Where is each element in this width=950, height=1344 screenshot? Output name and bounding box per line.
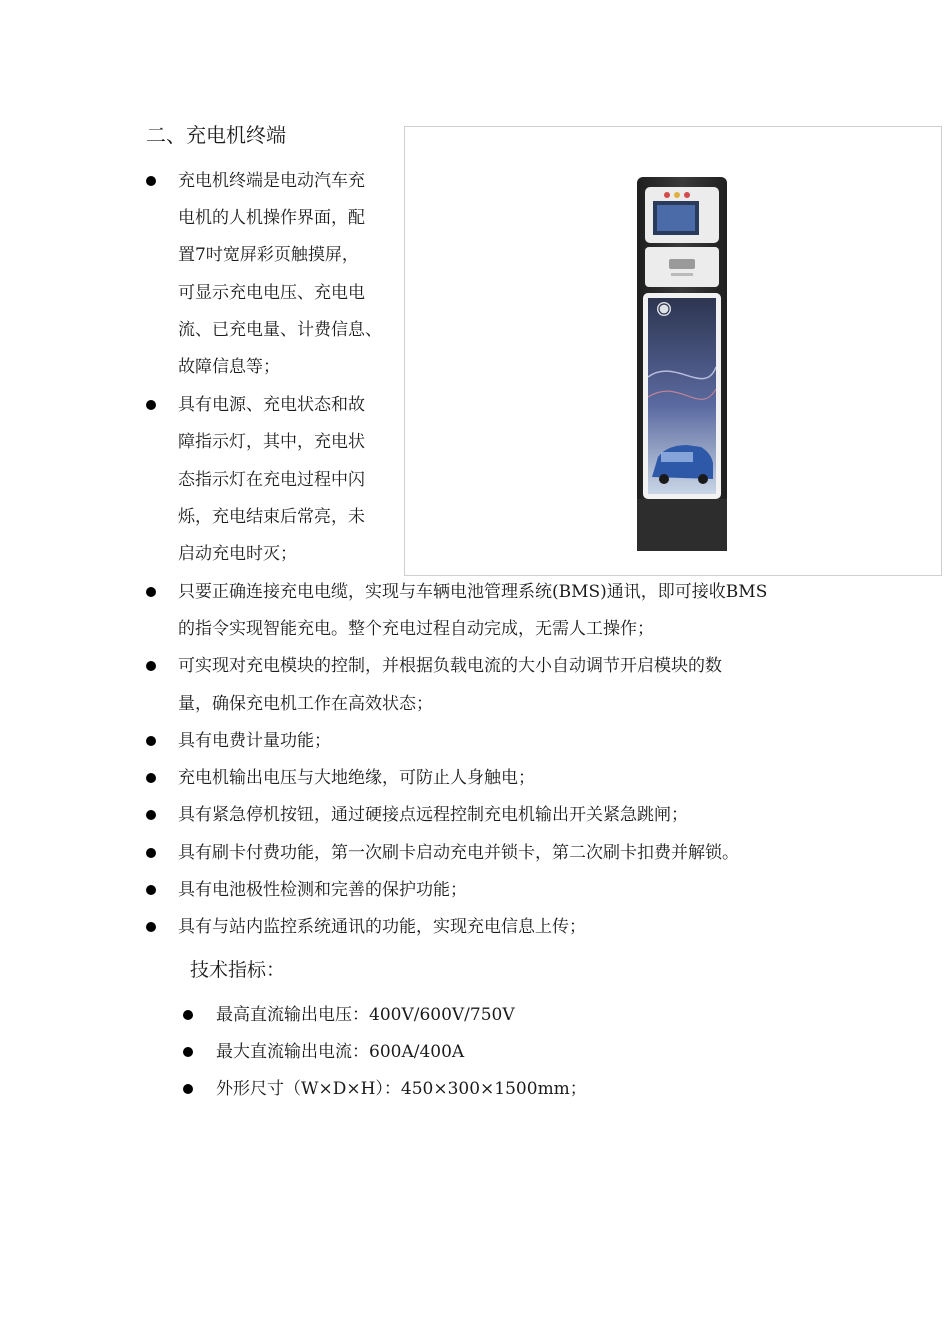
bullet-dot [146, 661, 156, 671]
bullet-1-line-5: 流、已充电量、计费信息、 [178, 320, 382, 340]
bullet-4-line-2: 量，确保充电机工作在高效状态； [178, 694, 433, 714]
tech-title: 技术指标： [190, 959, 286, 981]
tech-item-current: 最大直流输出电流：600A/400A [216, 1042, 465, 1062]
bullet-1-line-1: 充电机终端是电动汽车充 [178, 171, 365, 191]
bullet-3-line-1: 只要正确连接充电电缆，实现与车辆电池管理系统(BMS)通讯，即可接收BMS [178, 582, 768, 602]
bullet-dot [146, 810, 156, 820]
bullet-dot [146, 736, 156, 746]
bullet-dot [146, 400, 156, 410]
bullet-2-line-5: 启动充电时灭； [178, 544, 297, 564]
status-light [684, 192, 690, 198]
tech-item-voltage: 最高直流输出电压：400V/600V/750V [216, 1005, 515, 1025]
status-light [674, 192, 680, 198]
bullet-3-line-2: 的指令实现智能充电。整个充电过程自动完成，无需人工操作； [178, 619, 654, 639]
charging-terminal-illustration [405, 127, 941, 575]
tech-item-dimensions: 外形尺寸（W×D×H）：450×300×1500mm； [216, 1079, 587, 1099]
bullet-dot [183, 1047, 193, 1057]
bullet-2-line-3: 态指示灯在充电过程中闪 [178, 470, 365, 490]
bullet-dot [146, 587, 156, 597]
bullet-6-line-1: 充电机输出电压与大地绝缘，可防止人身触电； [178, 768, 535, 788]
bullet-2-line-4: 烁，充电结束后常亮，未 [178, 507, 365, 527]
card-reader [669, 259, 695, 269]
bullet-dot [183, 1010, 193, 1020]
bullet-7-line-1: 具有紧急停机按钮，通过硬接点远程控制充电机输出开关紧急跳闸； [178, 805, 688, 825]
bullet-1-line-4: 可显示充电电压、充电电 [178, 283, 365, 303]
bullet-2-line-2: 障指示灯，其中，充电状 [178, 432, 365, 452]
bullet-1-line-3: 置7吋宽屏彩页触摸屏， [178, 245, 359, 265]
bullet-9-line-1: 具有电池极性检测和完善的保护功能； [178, 880, 467, 900]
section-title: 二、充电机终端 [146, 123, 286, 147]
charging-terminal-photo [404, 126, 942, 576]
bullet-dot [146, 773, 156, 783]
bullet-1-line-6: 故障信息等； [178, 357, 280, 377]
bullet-2-line-1: 具有电源、充电状态和故 [178, 395, 365, 415]
bullet-dot [183, 1084, 193, 1094]
bullet-dot [146, 885, 156, 895]
bullet-dot [146, 176, 156, 186]
bullet-8-line-1: 具有刷卡付费功能，第一次刷卡启动充电并锁卡，第二次刷卡扣费并解锁。 [178, 843, 739, 863]
bullet-10-line-1: 具有与站内监控系统通讯的功能，实现充电信息上传； [178, 917, 586, 937]
bullet-5-line-1: 具有电费计量功能； [178, 731, 331, 751]
bullet-dot [146, 848, 156, 858]
status-light [664, 192, 670, 198]
bullet-1-line-2: 电机的人机操作界面，配 [178, 208, 365, 228]
bullet-dot [146, 922, 156, 932]
bullet-4-line-1: 可实现对充电模块的控制，并根据负载电流的大小自动调节开启模块的数 [178, 656, 722, 676]
